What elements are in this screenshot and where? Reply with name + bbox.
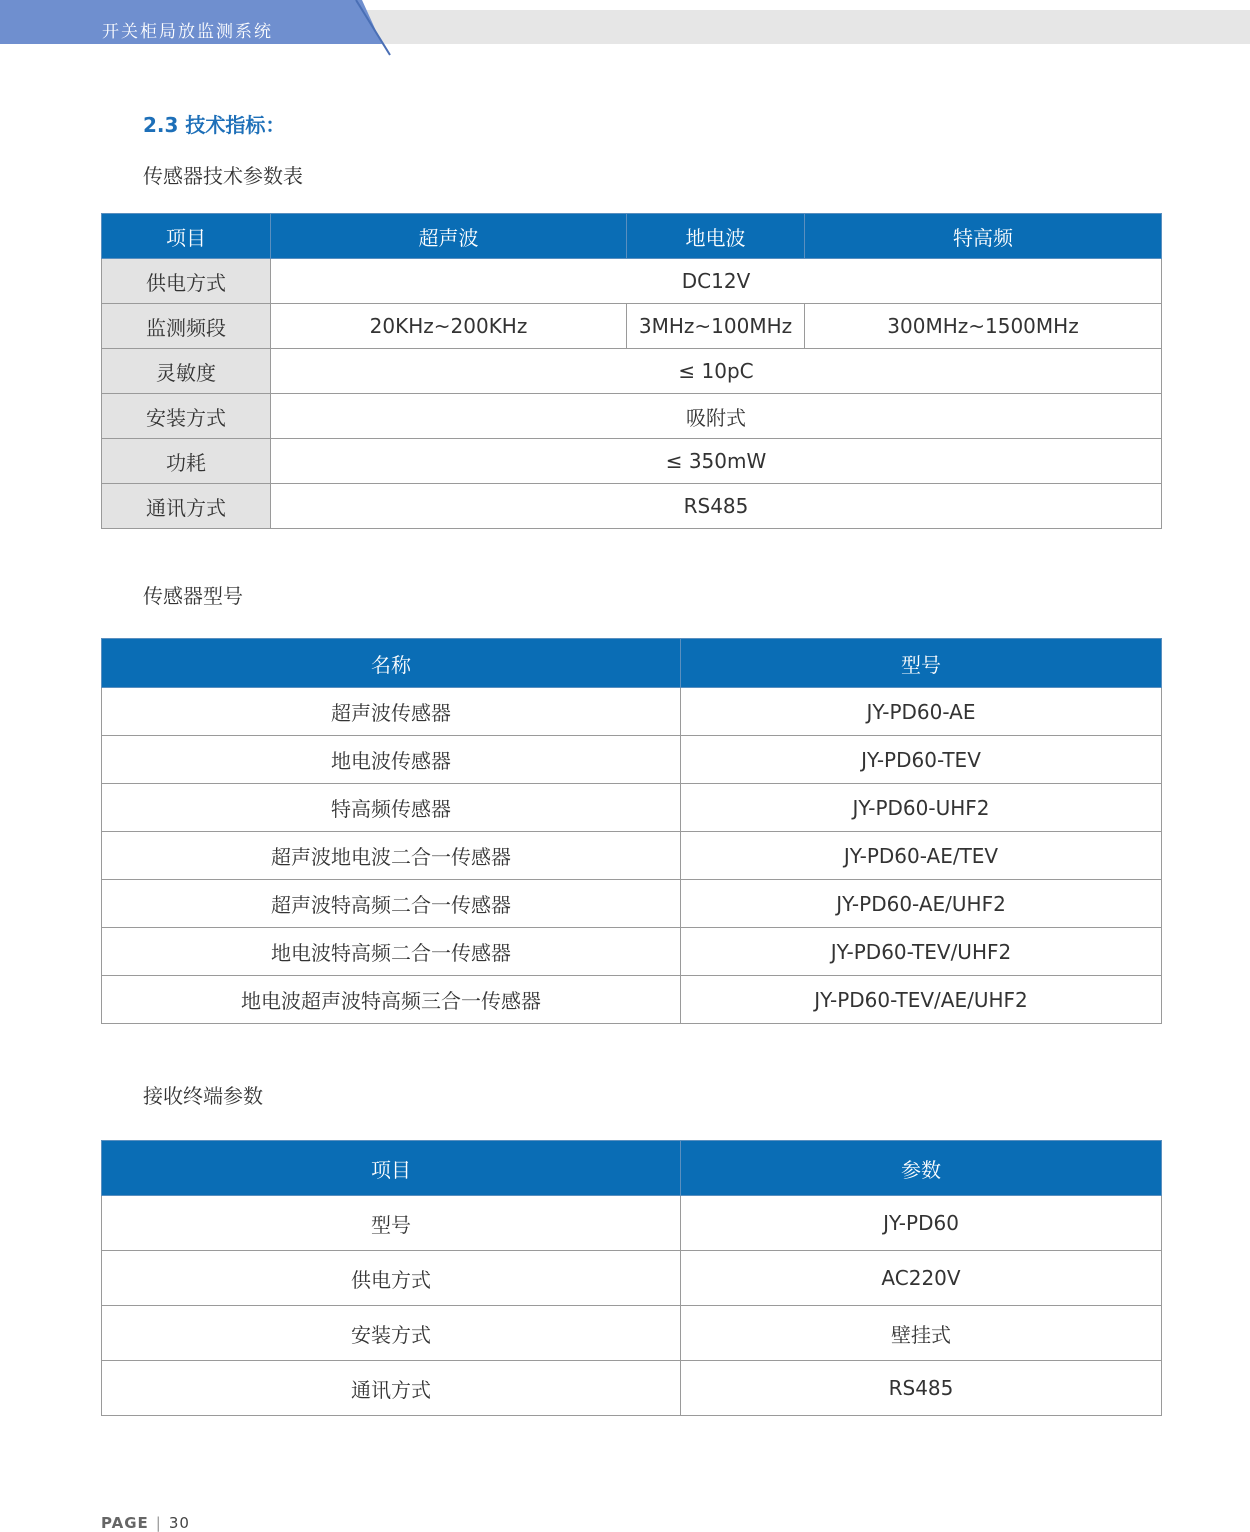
cell-item: 型号	[102, 1196, 681, 1251]
cell-name: 超声波传感器	[102, 688, 681, 736]
cell-value: 300MHz~1500MHz	[805, 304, 1162, 349]
section-title: 2.3 技术指标：	[143, 113, 286, 137]
cell-name: 超声波地电波二合一传感器	[102, 832, 681, 880]
row-label: 功耗	[102, 439, 271, 484]
cell-model: JY-PD60-UHF2	[681, 784, 1162, 832]
table-row	[102, 1196, 1162, 1251]
cell-value: 20KHz~200KHz	[271, 304, 627, 349]
column-header: 参数	[681, 1141, 1162, 1196]
cell-item: 供电方式	[102, 1251, 681, 1306]
cell-model: JY-PD60-AE/UHF2	[681, 880, 1162, 928]
row-label: 安装方式	[102, 394, 271, 439]
cell-name: 地电波特高频二合一传感器	[102, 928, 681, 976]
header-title: 开关柜局放监测系统	[102, 22, 273, 42]
page-number: 30	[168, 1514, 190, 1532]
row-label: 通讯方式	[102, 484, 271, 529]
table-row	[102, 880, 1162, 928]
cell-item: 安装方式	[102, 1306, 681, 1361]
cell-param: RS485	[681, 1361, 1162, 1416]
footer-separator: |	[155, 1514, 162, 1532]
cell-value: DC12V	[271, 259, 1162, 304]
table-header-row	[102, 214, 1162, 259]
page-label: PAGE	[101, 1514, 149, 1532]
cell-model: JY-PD60-AE/TEV	[681, 832, 1162, 880]
cell-value: ≤ 350mW	[271, 439, 1162, 484]
table-row	[102, 1306, 1162, 1361]
table-row	[102, 394, 1162, 439]
sensor-params-caption: 传感器技术参数表	[143, 164, 303, 188]
table-row	[102, 1251, 1162, 1306]
sensor-models-table	[101, 638, 1162, 1024]
receiver-params-table	[101, 1140, 1162, 1416]
row-label: 监测频段	[102, 304, 271, 349]
cell-param: JY-PD60	[681, 1196, 1162, 1251]
table-header-row	[102, 1141, 1162, 1196]
table-row	[102, 304, 1162, 349]
column-header: 型号	[681, 639, 1162, 688]
column-header: 项目	[102, 1141, 681, 1196]
sensor-models-caption: 传感器型号	[143, 584, 243, 608]
table-row	[102, 784, 1162, 832]
cell-value: ≤ 10pC	[271, 349, 1162, 394]
table-row	[102, 688, 1162, 736]
table-row	[102, 928, 1162, 976]
receiver-params-caption: 接收终端参数	[143, 1084, 263, 1108]
cell-model: JY-PD60-TEV	[681, 736, 1162, 784]
table-row	[102, 439, 1162, 484]
cell-item: 通讯方式	[102, 1361, 681, 1416]
cell-value: RS485	[271, 484, 1162, 529]
cell-model: JY-PD60-TEV/AE/UHF2	[681, 976, 1162, 1024]
table-row	[102, 1361, 1162, 1416]
page-footer	[101, 1514, 190, 1532]
table-row	[102, 484, 1162, 529]
sensor-params-table	[101, 213, 1162, 529]
column-header: 项目	[102, 214, 271, 259]
column-header: 地电波	[627, 214, 805, 259]
column-header: 名称	[102, 639, 681, 688]
table-row	[102, 736, 1162, 784]
cell-value: 3MHz~100MHz	[627, 304, 805, 349]
table-header-row	[102, 639, 1162, 688]
row-label: 供电方式	[102, 259, 271, 304]
table-row	[102, 976, 1162, 1024]
table-row	[102, 349, 1162, 394]
cell-name: 地电波传感器	[102, 736, 681, 784]
cell-model: JY-PD60-TEV/UHF2	[681, 928, 1162, 976]
cell-param: AC220V	[681, 1251, 1162, 1306]
cell-value: 吸附式	[271, 394, 1162, 439]
cell-name: 特高频传感器	[102, 784, 681, 832]
column-header: 特高频	[805, 214, 1162, 259]
cell-param: 壁挂式	[681, 1306, 1162, 1361]
cell-name: 地电波超声波特高频三合一传感器	[102, 976, 681, 1024]
cell-name: 超声波特高频二合一传感器	[102, 880, 681, 928]
column-header: 超声波	[271, 214, 627, 259]
table-row	[102, 259, 1162, 304]
cell-model: JY-PD60-AE	[681, 688, 1162, 736]
table-row	[102, 832, 1162, 880]
row-label: 灵敏度	[102, 349, 271, 394]
